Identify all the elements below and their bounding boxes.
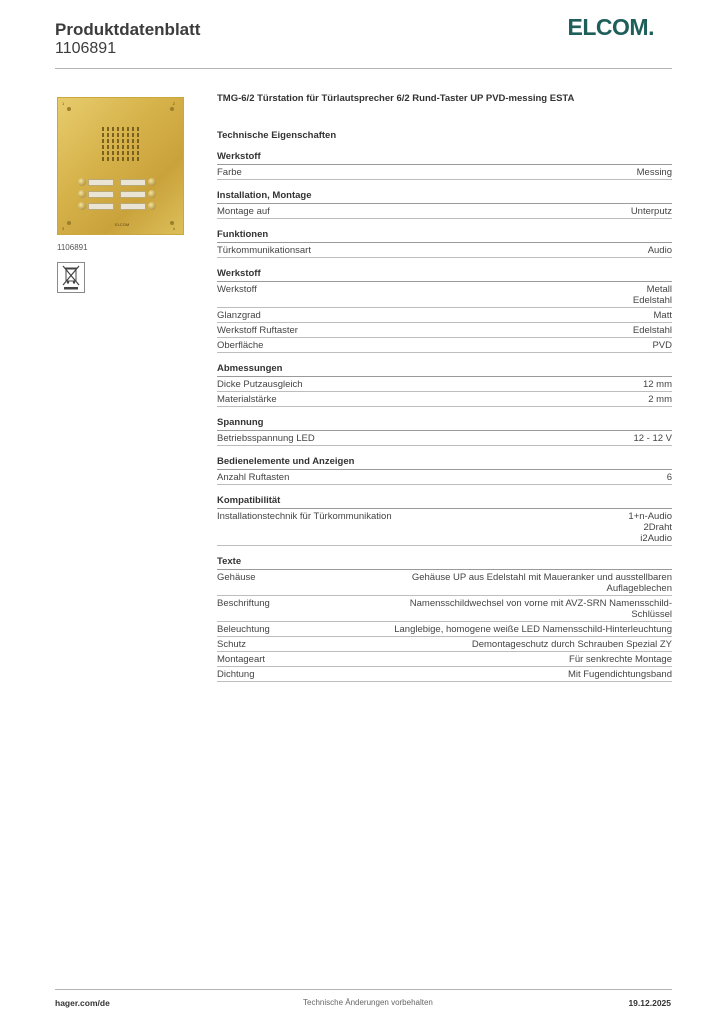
spec-row <box>217 637 672 652</box>
spec-value: Audio <box>647 245 672 256</box>
section-title: Technische Eigenschaften <box>217 130 337 141</box>
spec-value: 12 mm <box>642 379 672 390</box>
spec-row <box>217 652 672 667</box>
spec-key: Beschriftung <box>217 598 270 609</box>
spec-row <box>217 377 672 392</box>
spec-key: Montageart <box>217 654 266 665</box>
spec-group-title: Spannung <box>217 417 672 431</box>
spec-key: Materialstärke <box>217 394 277 405</box>
spec-key: Installationstechnik für Türkommunikation <box>217 511 392 522</box>
spec-value: 6 <box>666 472 672 483</box>
spec-group <box>217 417 672 446</box>
spec-key: Beleuchtung <box>217 624 270 635</box>
footer-website[interactable]: hager.com/de <box>55 998 110 1008</box>
spec-row <box>217 509 672 546</box>
spec-row <box>217 204 672 219</box>
product-name: TMG-6/2 Türstation für Türlautsprecher 6/2 Rund-Taster UP PVD-messing ESTA <box>217 93 575 104</box>
spec-group <box>217 151 672 180</box>
spec-group-title: Texte <box>217 556 672 570</box>
spec-value: Metall Edelstahl <box>632 284 672 306</box>
elcom-logo: ELCOM. <box>567 14 654 40</box>
call-button-row <box>78 190 168 199</box>
spec-value: Langlebige, homogene weiße LED Namensschild-Hinterleuchtung <box>394 624 672 635</box>
spec-group <box>217 190 672 219</box>
article-number: 1106891 <box>55 40 117 57</box>
corner-mark-tr: 2 <box>172 101 175 106</box>
spec-value: Messing <box>636 167 672 178</box>
spec-key: Gehäuse <box>217 572 256 583</box>
spec-key: Oberfläche <box>217 340 264 351</box>
speaker-grille <box>102 125 142 161</box>
spec-row <box>217 165 672 180</box>
corner-mark-br: 4 <box>172 226 175 231</box>
spec-value: Demontageschutz durch Schrauben Spezial ZY <box>471 639 672 650</box>
spec-group <box>217 556 672 682</box>
spec-row <box>217 308 672 323</box>
spec-row <box>217 282 672 308</box>
footer-note: Technische Änderungen vorbehalten <box>303 998 433 1007</box>
spec-row <box>217 622 672 637</box>
spec-group-title: Installation, Montage <box>217 190 672 204</box>
spec-key: Montage auf <box>217 206 270 217</box>
spec-group-title: Abmessungen <box>217 363 672 377</box>
spec-group-title: Bedienelemente und Anzeigen <box>217 456 672 470</box>
footer-date: 19.12.2025 <box>628 998 671 1008</box>
spec-key: Glanzgrad <box>217 310 261 321</box>
spec-row <box>217 243 672 258</box>
spec-key: Werkstoff Ruftaster <box>217 325 298 336</box>
screw-icon <box>67 107 71 111</box>
screw-icon <box>170 107 174 111</box>
call-button-row <box>78 178 168 187</box>
weee-bin-icon <box>57 262 85 293</box>
spec-group-title: Werkstoff <box>217 151 672 165</box>
spec-row <box>217 323 672 338</box>
spec-content <box>217 93 672 682</box>
spec-row <box>217 596 672 622</box>
spec-row <box>217 431 672 446</box>
spec-row <box>217 338 672 353</box>
screw-icon <box>170 221 174 225</box>
spec-key: Betriebsspannung LED <box>217 433 315 444</box>
spec-value: PVD <box>652 340 672 351</box>
spec-group <box>217 495 672 546</box>
spec-group <box>217 268 672 353</box>
spec-key: Dichtung <box>217 669 255 680</box>
spec-value: 1+n-Audio 2Draht i2Audio <box>628 511 672 544</box>
spec-value: Namensschildwechsel von vorne mit AVZ-SRN Namensschild-Schlüssel <box>409 598 672 620</box>
spec-row <box>217 470 672 485</box>
spec-key: Werkstoff <box>217 284 257 295</box>
spec-key: Anzahl Ruftasten <box>217 472 290 483</box>
spec-group <box>217 456 672 485</box>
spec-group-title: Funktionen <box>217 229 672 243</box>
spec-value: Mit Fugendichtungsband <box>567 669 672 680</box>
spec-value: 12 - 12 V <box>633 433 672 444</box>
corner-mark-tl: 1 <box>62 101 65 106</box>
spec-key: Farbe <box>217 167 242 178</box>
spec-value: Für senkrechte Montage <box>569 654 672 665</box>
spec-group <box>217 363 672 407</box>
product-image <box>57 97 184 235</box>
header-divider <box>55 68 672 69</box>
spec-key: Türkommunikationsart <box>217 245 311 256</box>
image-caption: 1106891 <box>57 243 88 252</box>
spec-row <box>217 570 672 596</box>
spec-group <box>217 229 672 258</box>
spec-value: Gehäuse UP aus Edelstahl mit Maueranker und ausstellbaren Auflageblechen <box>411 572 672 594</box>
screw-icon <box>67 221 71 225</box>
spec-group-title: Werkstoff <box>217 268 672 282</box>
panel-brand-mark: ELCOM <box>115 222 130 227</box>
spec-groups <box>217 151 672 682</box>
spec-value: 2 mm <box>648 394 672 405</box>
spec-group-title: Kompatibilität <box>217 495 672 509</box>
spec-key: Schutz <box>217 639 247 650</box>
spec-value: Matt <box>653 310 672 321</box>
corner-mark-bl: 3 <box>62 226 65 231</box>
spec-row <box>217 667 672 682</box>
document-title: Produktdatenblatt <box>55 20 201 39</box>
spec-value: Edelstahl <box>632 325 672 336</box>
call-button-row <box>78 202 168 211</box>
spec-row <box>217 392 672 407</box>
spec-value: Unterputz <box>630 206 672 217</box>
spec-key: Dicke Putzausgleich <box>217 379 303 390</box>
footer-divider <box>55 989 672 990</box>
